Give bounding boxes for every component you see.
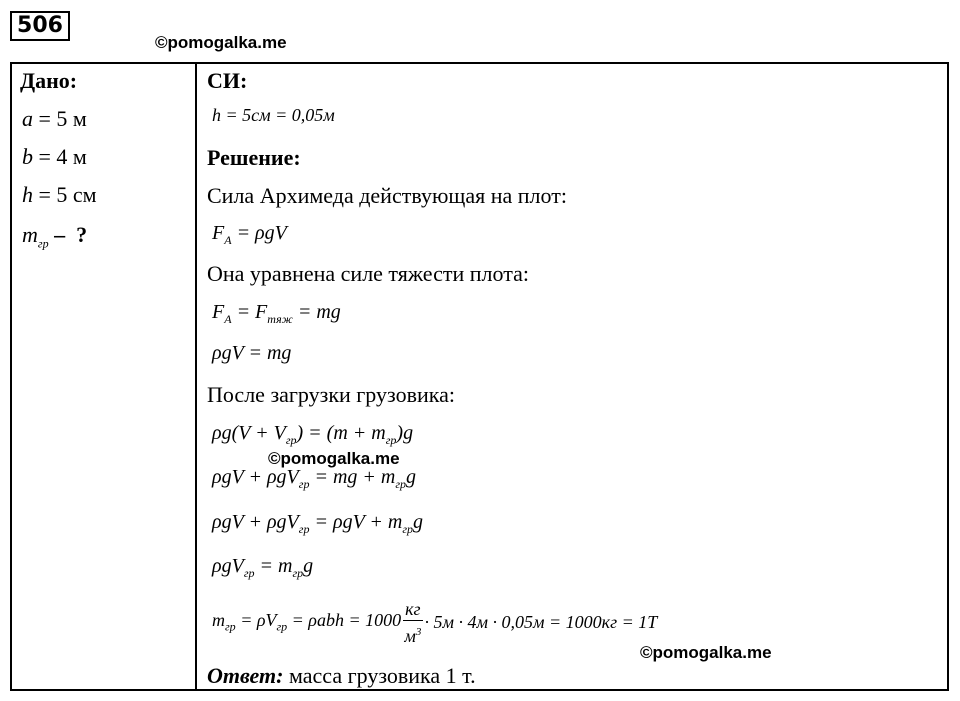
formula-2: $F_A = F_{тяж}$ = mg [212,301,341,326]
formula-8: $m_{гр} = \rho V_{гр} = \rho abh = 1000$ $\frac{кг}{м^3}$ · 5м · 4м · 0,05м = 1000кг = 1Т [212,599,658,646]
text-loading: После загрузки грузовика: [207,382,455,407]
unit-fraction: $\frac{кг}{м^3}$ [404,599,422,646]
formula-6: $\rho gV + \rho gV_{гр} = \rho gV + m_{гр}g$ [212,511,424,536]
si-heading: СИ: [207,68,248,93]
solution-heading: Решение: [207,145,301,170]
solution-table [10,62,949,691]
given-heading: Дано: [20,68,78,93]
given-a: a = 5 м [22,106,87,131]
answer [207,663,476,689]
answer-text: масса грузовика 1 т. [288,663,476,688]
formula-1: $F_A = \rho gV$ [212,222,287,247]
given-b: b = 4 м [22,144,87,169]
si-line: h = 5см = 0,05м [212,105,335,125]
text-archimedes: Сила Архимеда действующая на плот: [207,183,567,208]
find-mass: $m_{гр}$ – ? [22,222,88,251]
formula-7: $\rho gV_{гр} = m_{гр}g$ [212,555,314,580]
given-h: h = 5 см [22,182,97,207]
answer-label: Ответ: [207,663,284,688]
watermark-middle: ©pomogalka.me [268,449,400,468]
column-divider [195,62,197,691]
formula-3: ρgV = mg [212,342,292,364]
watermark-top: ©pomogalka.me [155,33,287,52]
watermark-bottom: ©pomogalka.me [640,643,772,662]
problem-number: 506 [10,11,70,41]
formula-5: ρgV + ρgV$_{гр}$ = mg + $m_{гр}g$ [212,466,417,491]
formula-4: $\rho g(V + V_{гр}) = (m + m_{гр})g$ [212,422,414,447]
text-gravity: Она уравнена силе тяжести плота: [207,261,529,286]
